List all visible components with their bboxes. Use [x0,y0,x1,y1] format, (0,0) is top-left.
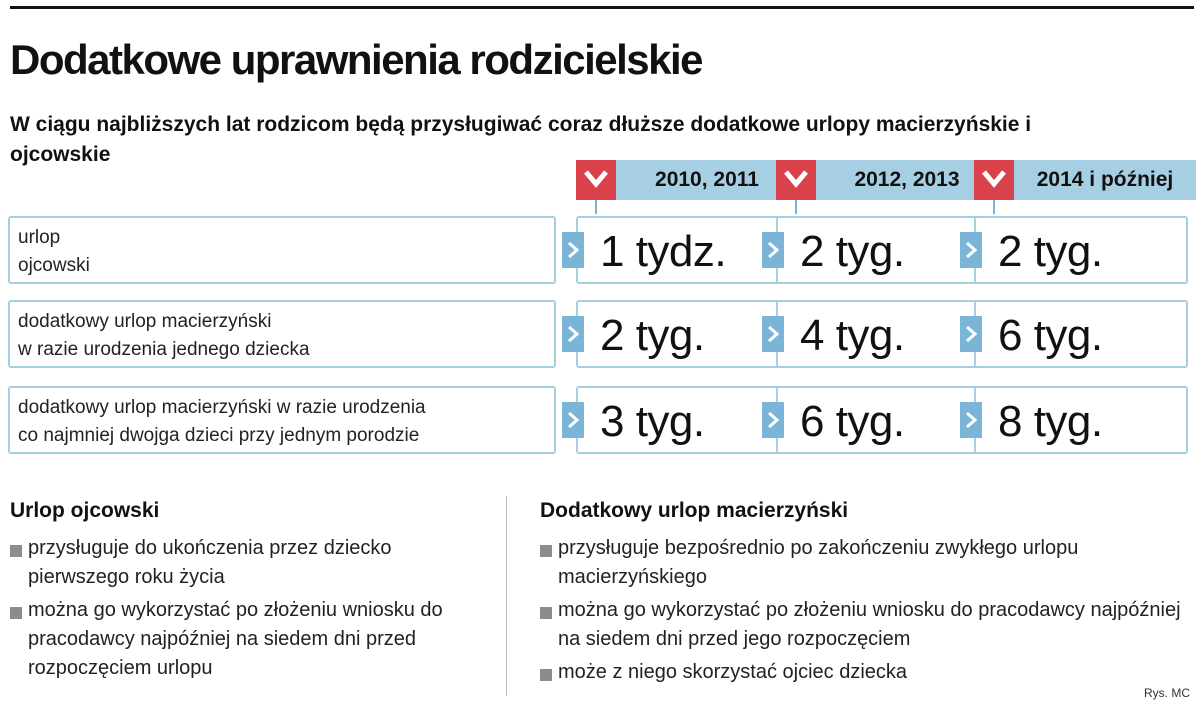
notes-list [10,534,490,683]
list-item [10,534,490,592]
period-tab [974,160,1014,200]
list-item [10,596,490,683]
row-label-line: w razie urodzenia jednego dziecka [18,339,310,360]
row-label-line: urlop [18,227,61,248]
list-item [540,658,1195,687]
square-bullet-icon [540,545,552,557]
period-header-3 [974,160,1196,200]
value-cell [576,216,790,284]
square-bullet-icon [10,545,22,557]
notes-list [540,534,1195,687]
row-label [8,386,556,454]
row-label [8,300,556,368]
chevron-right-icon [767,412,779,428]
value-cell [974,386,1188,454]
cell-value: 6 tyg. [998,311,1103,360]
list-item [540,596,1195,654]
period-header-1 [576,160,798,200]
note-text: może z niego skorzystać ojciec dziecka [558,661,908,683]
square-bullet-icon [10,607,22,619]
top-rule [10,6,1194,9]
column-divider [506,496,507,696]
note-text: przysługuje do ukończenia przez dziecko pierwszego roku życia [28,537,392,588]
period-tab [776,160,816,200]
notes-heading: Urlop ojcowski [10,499,160,522]
arrow-marker [762,316,784,352]
row-label-line: dodatkowy urlop macierzyński w razie urodzenia [18,397,426,418]
arrow-marker [960,316,982,352]
value-cell [576,386,790,454]
chevron-right-icon [567,242,579,258]
row-label-line: co najmniej dwojga dzieci przy jednym porodzie [18,425,420,446]
list-item [540,534,1195,592]
period-label: 2014 i później [1014,160,1196,200]
arrow-marker [762,232,784,268]
row-label-line: dodatkowy urlop macierzyński [18,311,272,332]
cell-value: 1 tydz. [600,227,727,276]
chevron-down-icon [784,170,808,188]
period-stem [795,200,797,214]
note-text: można go wykorzystać po złożeniu wniosku do pracodawcy najpóźniej na siedem dni przed jego rozpoczęciem [558,599,1181,650]
notes-right [540,496,1195,691]
chevron-right-icon [965,412,977,428]
arrow-marker [960,232,982,268]
cell-value: 2 tyg. [600,311,705,360]
notes-heading: Dodatkowy urlop macierzyński [540,499,849,522]
table-row [8,300,1196,372]
arrow-marker [960,402,982,438]
chevron-right-icon [567,326,579,342]
value-cell [576,300,790,368]
arrow-marker [762,402,784,438]
chevron-right-icon [965,242,977,258]
period-label: 2010, 2011 [616,160,798,200]
square-bullet-icon [540,669,552,681]
subtitle: W ciągu najbliższych lat rodzicom będą przysługiwać coraz dłuższe dodatkowe urlopy macierzyńskie i ojcowskie [10,113,1032,166]
chevron-right-icon [767,326,779,342]
period-header-2 [776,160,998,200]
chevron-down-icon [982,170,1006,188]
cell-value: 3 tyg. [600,397,705,446]
value-cell [776,300,990,368]
value-cell [974,300,1188,368]
chevron-right-icon [567,412,579,428]
period-tab [576,160,616,200]
chevron-right-icon [767,242,779,258]
notes-left [10,496,490,687]
credit: Rys. MC [1144,686,1190,700]
value-cell [776,216,990,284]
arrow-marker [562,232,584,268]
table-row [8,386,1196,458]
cell-value: 2 tyg. [800,227,905,276]
chevron-down-icon [584,170,608,188]
cell-value: 4 tyg. [800,311,905,360]
period-stem [595,200,597,214]
cell-value: 2 tyg. [998,227,1103,276]
note-text: przysługuje bezpośrednio po zakończeniu zwykłego urlopu macierzyńskiego [558,537,1079,588]
chevron-right-icon [965,326,977,342]
value-cell [974,216,1188,284]
page-title: Dodatkowe uprawnienia rodzicielskie [10,36,703,83]
arrow-marker [562,402,584,438]
cell-value: 6 tyg. [800,397,905,446]
row-label [8,216,556,284]
period-label: 2012, 2013 [816,160,998,200]
square-bullet-icon [540,607,552,619]
arrow-marker [562,316,584,352]
row-label-line: ojcowski [18,255,90,276]
cell-value: 8 tyg. [998,397,1103,446]
note-text: można go wykorzystać po złożeniu wniosku do pracodawcy najpóźniej na siedem dni przed rozpoczęciem urlopu [28,599,443,679]
value-cell [776,386,990,454]
table-row [8,216,1196,288]
period-stem [993,200,995,214]
